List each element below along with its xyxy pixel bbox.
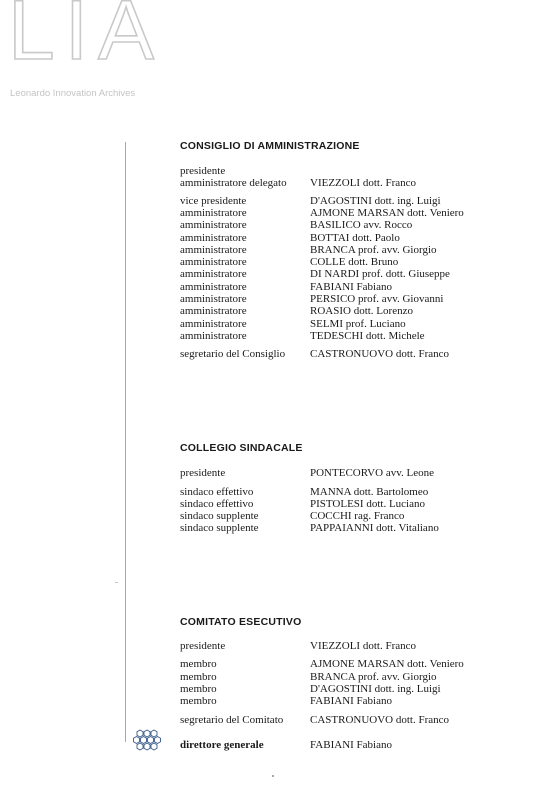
company-emblem-icon xyxy=(133,728,161,752)
member-name: SELMI prof. Luciano xyxy=(310,318,406,330)
member-role: amministratore xyxy=(180,293,247,305)
member-name: BOTTAI dott. Paolo xyxy=(310,232,400,244)
section-title-collegio: COLLEGIO SINDACALE xyxy=(180,442,303,454)
committee-row xyxy=(0,714,558,727)
member-role: amministratore xyxy=(180,281,247,293)
member-name: BRANCA prof. avv. Giorgio xyxy=(310,671,437,683)
member-role: presidente xyxy=(180,165,226,177)
paper-speck xyxy=(272,775,274,777)
member-role: amministratore xyxy=(180,330,247,342)
member-name: PISTOLESI dott. Luciano xyxy=(310,498,425,510)
member-role: segretario del Consiglio xyxy=(180,348,286,360)
member-name: VIEZZOLI dott. Franco xyxy=(310,177,416,189)
member-role: amministratore delegato xyxy=(180,177,287,189)
member-name: CASTRONUOVO dott. Franco xyxy=(310,714,450,726)
committee-row xyxy=(0,695,558,708)
member-role: presidente xyxy=(180,640,226,652)
member-role: amministratore xyxy=(180,244,247,256)
member-role: amministratore xyxy=(180,268,247,280)
member-name: COLLE dott. Bruno xyxy=(310,256,399,268)
member-name: CASTRONUOVO dott. Franco xyxy=(310,348,450,360)
member-name: FABIANI Fabiano xyxy=(310,281,392,293)
auditor-row xyxy=(0,467,558,480)
watermark-letters: LIA xyxy=(8,0,165,77)
watermark-subtitle: Leonardo Innovation Archives xyxy=(10,88,136,99)
member-role: presidente xyxy=(180,467,226,479)
member-name: AJMONE MARSAN dott. Veniero xyxy=(310,207,464,219)
section-title-consiglio: CONSIGLIO DI AMMINISTRAZIONE xyxy=(180,140,360,152)
member-role: segretario del Comitato xyxy=(180,714,284,726)
member-name: BRANCA prof. avv. Giorgio xyxy=(310,244,437,256)
member-role: sindaco effettivo xyxy=(180,486,254,498)
section-title-comitato: COMITATO ESECUTIVO xyxy=(180,616,302,628)
committee-row xyxy=(0,640,558,653)
board-row xyxy=(0,330,558,343)
board-row xyxy=(0,305,558,318)
general-director-role: direttore generale xyxy=(180,739,264,751)
member-name: MANNA dott. Bartolomeo xyxy=(310,486,429,498)
general-director-row xyxy=(0,739,558,752)
member-role: amministratore xyxy=(180,232,247,244)
member-role: vice presidente xyxy=(180,195,247,207)
member-name: D'AGOSTINI dott. ing. Luigi xyxy=(310,195,441,207)
member-name: COCCHI rag. Franco xyxy=(310,510,405,522)
member-name: DI NARDI prof. dott. Giuseppe xyxy=(310,268,450,280)
member-name: FABIANI Fabiano xyxy=(310,695,392,707)
member-name: BASILICO avv. Rocco xyxy=(310,219,413,231)
member-name: PERSICO prof. avv. Giovanni xyxy=(310,293,444,305)
board-row xyxy=(0,268,558,281)
general-director-name: FABIANI Fabiano xyxy=(310,739,392,751)
auditor-row xyxy=(0,522,558,535)
member-name: AJMONE MARSAN dott. Veniero xyxy=(310,658,464,670)
member-name: VIEZZOLI dott. Franco xyxy=(310,640,416,652)
member-role: amministratore xyxy=(180,318,247,330)
member-role: amministratore xyxy=(180,219,247,231)
member-role: membro xyxy=(180,683,217,695)
committee-row xyxy=(0,658,558,671)
member-role: sindaco effettivo xyxy=(180,498,254,510)
board-row xyxy=(0,177,558,190)
member-role: amministratore xyxy=(180,207,247,219)
member-role: amministratore xyxy=(180,305,247,317)
member-role: membro xyxy=(180,658,217,670)
member-name: PAPPAIANNI dott. Vitaliano xyxy=(310,522,439,534)
paper-speck xyxy=(115,582,118,583)
board-row xyxy=(0,348,558,361)
member-role: amministratore xyxy=(180,256,247,268)
member-name: PONTECORVO avv. Leone xyxy=(310,467,434,479)
member-role: sindaco supplente xyxy=(180,510,259,522)
watermark-logo xyxy=(8,2,168,102)
board-row xyxy=(0,219,558,232)
member-role: membro xyxy=(180,671,217,683)
member-role: sindaco supplente xyxy=(180,522,259,534)
member-name: ROASIO dott. Lorenzo xyxy=(310,305,413,317)
member-name: TEDESCHI dott. Michele xyxy=(310,330,425,342)
member-role: membro xyxy=(180,695,217,707)
member-name: D'AGOSTINI dott. ing. Luigi xyxy=(310,683,441,695)
